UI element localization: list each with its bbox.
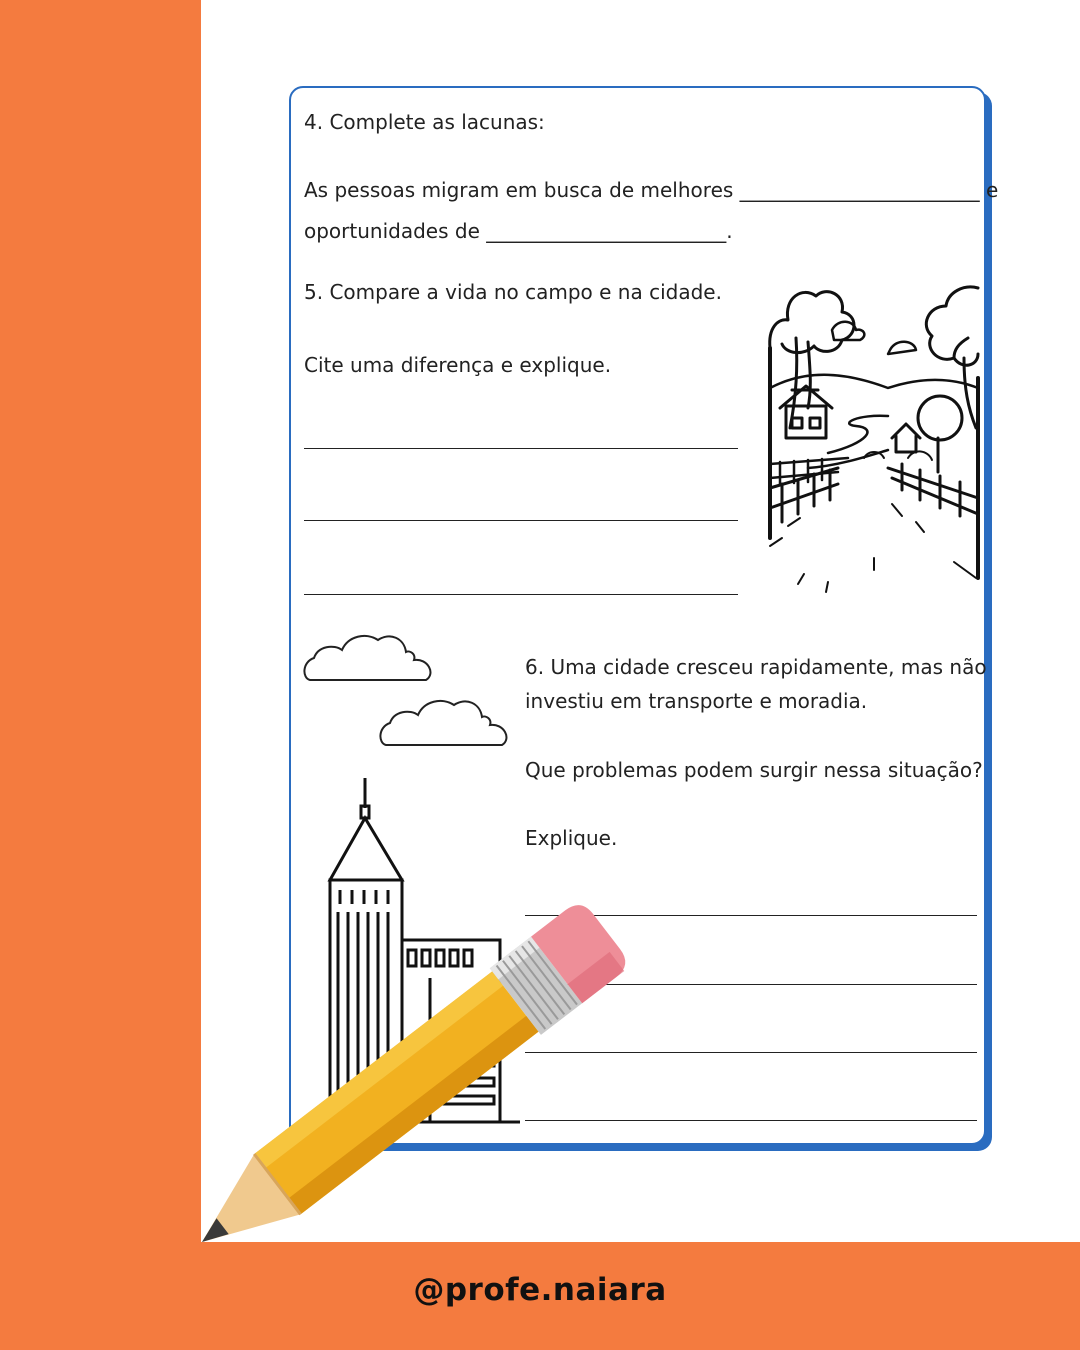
q6-answer-line-3[interactable]: [525, 1052, 977, 1053]
q4-title: 4. Complete as lacunas:: [304, 110, 545, 134]
instagram-handle[interactable]: @profe.naiara: [413, 1272, 667, 1308]
q5-answer-line-2[interactable]: [304, 520, 738, 521]
footer-handle: [0, 1242, 1080, 1350]
q4-sentence-line2: oportunidades de ________________________.: [304, 219, 733, 243]
q5-title: 5. Compare a vida no campo e na cidade.: [304, 280, 722, 304]
cloud-icon: [304, 632, 434, 684]
cloud-icon: [380, 697, 510, 749]
q5-answer-line-3[interactable]: [304, 594, 738, 595]
q6-line2: investiu em transporte e moradia.: [525, 689, 868, 713]
q6-line1: 6. Uma cidade cresceu rapidamente, mas não: [525, 655, 987, 679]
q5-answer-line-1[interactable]: [304, 448, 738, 449]
q5-prompt: Cite uma diferença e explique.: [304, 353, 612, 377]
q6-answer-line-4[interactable]: [525, 1120, 977, 1121]
q6-prompt: Explique.: [525, 826, 618, 850]
pencil-icon: [196, 870, 576, 1250]
q4-sentence-line1: As pessoas migram em busca de melhores ________________________ e: [304, 178, 999, 202]
q6-question: Que problemas podem surgir nessa situação?: [525, 758, 983, 782]
countryside-scene: [768, 278, 980, 596]
